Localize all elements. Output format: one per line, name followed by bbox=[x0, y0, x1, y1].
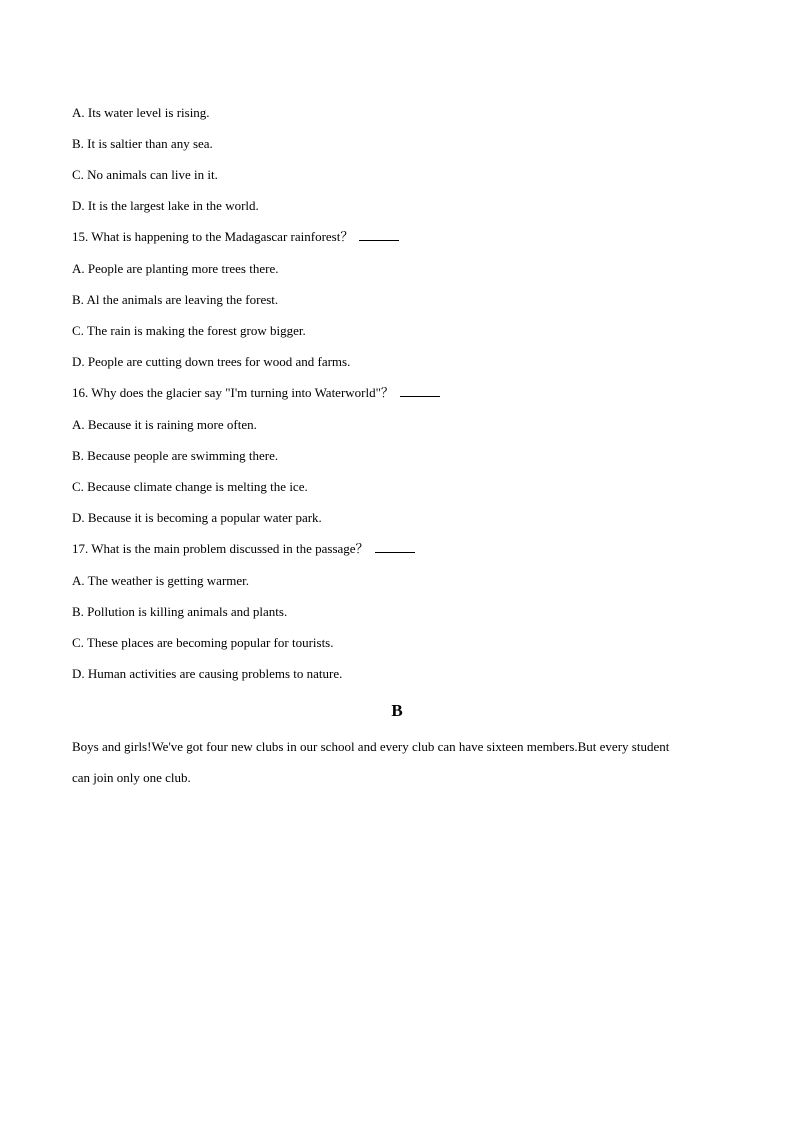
q17-option-b: B. Pollution is killing animals and plants. bbox=[72, 604, 288, 619]
q15-answer-blank[interactable] bbox=[359, 230, 399, 241]
q16-option-c: C. Because climate change is melting the ice. bbox=[72, 479, 308, 494]
q16-stem: 16. Why does the glacier say "I'm turning into Waterworld"？ bbox=[72, 385, 394, 400]
q16-option-b: B. Because people are swimming there. bbox=[72, 448, 279, 463]
q16-option-d: D. Because it is becoming a popular water park. bbox=[72, 510, 322, 525]
passage-line-1: Boys and girls!We've got four new clubs in our school and every club can have sixteen members.But every student bbox=[72, 739, 670, 754]
q14-option-c: C. No animals can live in it. bbox=[72, 167, 218, 182]
q15-option-b: B. Al the animals are leaving the forest. bbox=[72, 292, 279, 307]
q17-option-a: A. The weather is getting warmer. bbox=[72, 573, 250, 588]
q17-stem: 17. What is the main problem discussed in the passage？ bbox=[72, 541, 369, 556]
q15-stem: 15. What is happening to the Madagascar rainforest？ bbox=[72, 229, 354, 244]
q15-option-d: D. People are cutting down trees for wood and farms. bbox=[72, 354, 351, 369]
q15-question bbox=[72, 229, 399, 245]
q16-answer-blank[interactable] bbox=[400, 386, 440, 397]
passage-line-2: can join only one club. bbox=[72, 770, 191, 785]
q14-option-a: A. Its water level is rising. bbox=[72, 105, 210, 120]
q17-option-d: D. Human activities are causing problems to nature. bbox=[72, 666, 343, 681]
q15-option-c: C. The rain is making the forest grow bigger. bbox=[72, 323, 306, 338]
q16-option-a: A. Because it is raining more often. bbox=[72, 417, 257, 432]
q14-option-d: D. It is the largest lake in the world. bbox=[72, 198, 259, 213]
q15-option-a: A. People are planting more trees there. bbox=[72, 261, 279, 276]
section-b-heading: B bbox=[391, 701, 403, 720]
q17-question bbox=[72, 541, 415, 557]
q16-question bbox=[72, 385, 440, 401]
q14-option-b: B. It is saltier than any sea. bbox=[72, 136, 213, 151]
q17-answer-blank[interactable] bbox=[375, 542, 415, 553]
q17-option-c: C. These places are becoming popular for tourists. bbox=[72, 635, 334, 650]
